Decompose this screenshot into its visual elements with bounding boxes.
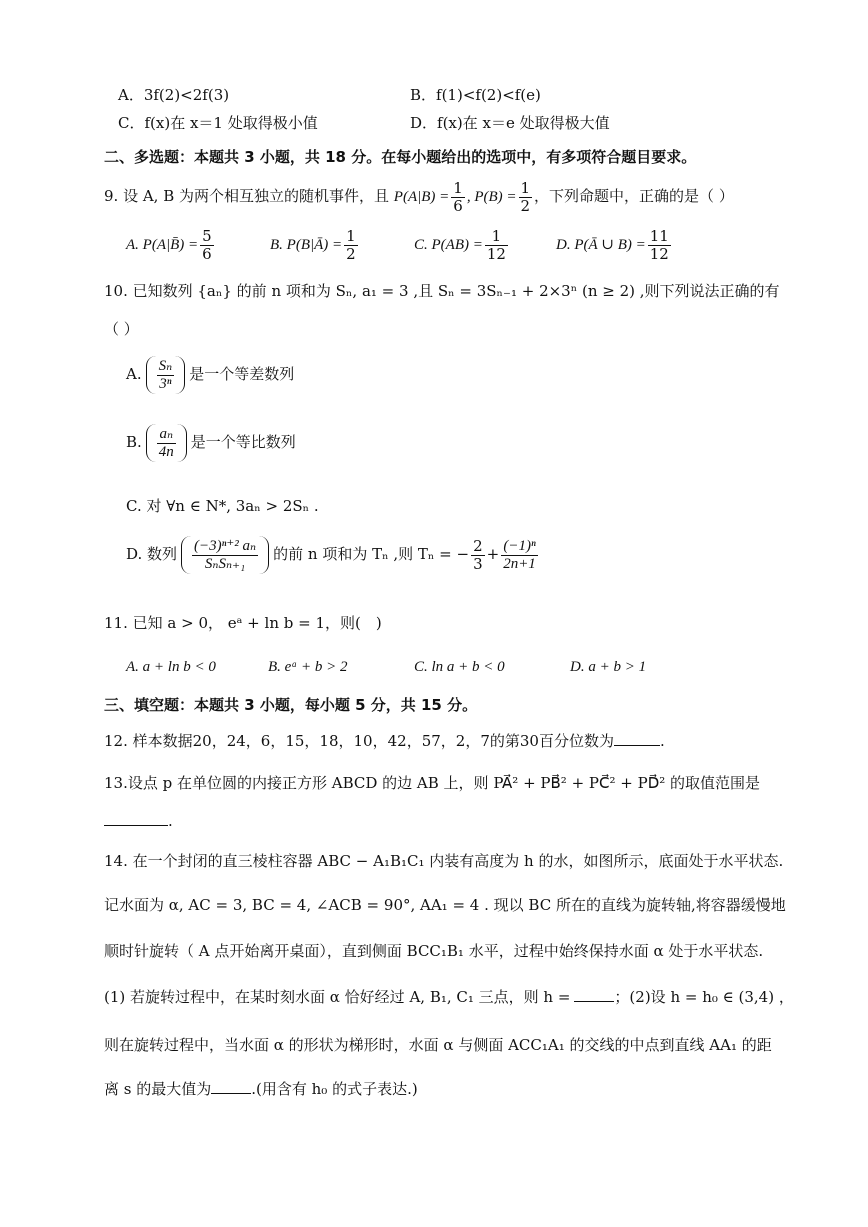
q8-option-a: A．3f(2)<2f(3) (118, 86, 230, 104)
q13-answer-line (104, 812, 173, 831)
q9-option-a-num: 5 (202, 227, 212, 245)
q9-option-c-label: C. P(AB) = (414, 237, 483, 253)
q8-option-c: C．f(x)在 x＝1 处取得极小值 (118, 114, 318, 132)
q10-option-d-frac2 (501, 538, 538, 572)
q10-option-d-frac (192, 538, 258, 572)
q10-option-d-prefix: D. 数列 (126, 545, 178, 563)
q14-line-4 (104, 988, 794, 1007)
q10-paren: （ ） (104, 320, 139, 338)
q10-option-d-frac1-den: 3 (473, 554, 483, 573)
q14-line-5: 则在旋转过程中，当水面 α 的形状为梯形时，水面 α 与侧面 ACC₁A₁ 的交线的中点到直线 AA₁ 的距 (104, 1036, 772, 1054)
q8-option-b: B．f(1)<f(2)<f(e) (410, 86, 541, 104)
q9-option-d-den: 12 (649, 244, 669, 263)
q12-answer-blank[interactable] (614, 745, 660, 746)
q10-option-b-text: 是一个等比数列 (190, 433, 296, 451)
q14-line-4b: ；(2)设 h = h₀ ∈ (3,4) ， (614, 988, 794, 1006)
q9-option-a-den: 6 (202, 244, 212, 263)
q14-line-6b: .(用含有 h₀ 的式子表达.) (251, 1080, 418, 1098)
q10-option-d-mid: 的前 n 项和为 Tₙ ,则 Tₙ = − (273, 545, 470, 563)
q11-option-d: D. a + b > 1 (570, 659, 647, 675)
q11-option-c: C. ln a + b < 0 (414, 659, 505, 675)
q9-cond1-den: 6 (453, 196, 463, 215)
q10-option-d-frac1-num: 2 (473, 537, 483, 555)
q10-option-b-prefix: B. (126, 433, 142, 451)
q9-option-a-label: A. P(A|B̄) = (126, 237, 199, 253)
q14-answer-blank-2[interactable] (211, 1093, 251, 1094)
q9-option-d-num: 11 (649, 227, 669, 245)
q9-stem-suffix: ，下列命题中，正确的是（ ） (534, 187, 734, 205)
q12-stem-text: 12. 样本数据20，24，6，15，18，10，42，57，2，7的第30百分位数为 (104, 732, 614, 750)
q14-line-4a: (1) 若旋转过程中，在某时刻水面 α 恰好经过 A, B₁, C₁ 三点，则 h = (104, 988, 571, 1006)
q9-option-d-label: D. P(Ā ∪ B) = (556, 237, 646, 253)
q8-option-d: D．f(x)在 x＝e 处取得极大值 (410, 114, 610, 132)
q9-option-d-frac (648, 228, 671, 262)
q10-option-a-text: 是一个等差数列 (189, 365, 295, 383)
q10-option-b-frac (157, 426, 176, 460)
q11-stem: 11. 已知 a > 0， eᵃ + ln b = 1，则( ) (104, 614, 382, 632)
q13-stem-end: . (168, 812, 173, 830)
q9-option-c-frac (485, 228, 508, 262)
q10-option-b-num: aₙ (157, 426, 176, 444)
q14-line-6a: 离 s 的最大值为 (104, 1080, 212, 1098)
q10-option-a (126, 356, 294, 394)
q9-option-b-label: B. P(B|Ā) = (270, 237, 343, 253)
q14-line-2: 记水面为 α, AC = 3, BC = 4, ∠ACB = 90°, AA₁ = 4 . 现以 BC 所在的直线为旋转轴,将容器缓慢地 (104, 896, 786, 914)
q9-option-a (126, 228, 216, 262)
q9-cond1-num: 1 (453, 179, 463, 197)
q9-option-b (270, 228, 360, 262)
q14-line-6 (104, 1080, 418, 1099)
q9-option-b-num: 1 (346, 227, 356, 245)
q9-option-d (556, 228, 673, 262)
q10-option-a-frac (157, 358, 175, 392)
q10-option-d-brace (181, 536, 269, 574)
q10-option-a-brace (146, 356, 186, 394)
q9-cond2-den: 2 (520, 196, 531, 215)
q11-option-a: A. a + ln b < 0 (126, 659, 216, 675)
q9-stem (104, 180, 734, 214)
q10-option-a-num: Sₙ (158, 358, 173, 374)
q10-option-d-den: SₙSₙ₊₁ (204, 555, 246, 572)
q9-stem-prefix: 9. 设 A, B 为两个相互独立的随机事件，且 (104, 187, 394, 205)
q10-option-a-den: 3ⁿ (159, 375, 172, 392)
q9-option-c-den: 12 (486, 244, 506, 263)
q14-line-1: 14. 在一个封闭的直三棱柱容器 ABC − A₁B₁C₁ 内装有高度为 h 的水，如图所示，底面处于水平状态. (104, 852, 784, 870)
q10-option-b-brace (146, 424, 187, 462)
q10-option-d-frac2-num: (−1)ⁿ (501, 538, 538, 556)
q14-line-3: 顺时针旋转（ A 点开始离开桌面），直到侧面 BCC₁B₁ 水平，过程中始终保持水面 α 处于水平状态. (104, 942, 764, 960)
q10-option-d-frac2-den: 2n+1 (503, 555, 536, 572)
q10-option-b-den: 4n (158, 443, 174, 460)
q10-option-d-frac1 (471, 538, 485, 572)
q11-option-b: B. eᵃ + b > 2 (268, 659, 348, 675)
q10-stem: 10. 已知数列 {aₙ} 的前 n 项和为 Sₙ, a₁ = 3 ,且 Sₙ = 3Sₙ₋₁ + 2×3ⁿ (n ≥ 2) ,则下列说法正确的有 (104, 282, 780, 300)
q9-cond2-num: 1 (520, 179, 531, 197)
q10-option-c: C. 对 ∀n ∈ N*, 3aₙ > 2Sₙ . (126, 497, 319, 515)
q9-option-b-den: 2 (346, 244, 356, 263)
q9-option-a-frac (200, 228, 214, 262)
q9-cond2-frac (519, 180, 533, 214)
q10-option-a-prefix: A. (126, 365, 142, 383)
q9-cond1: P(A|B) = (393, 189, 450, 205)
q9-option-c-num: 1 (485, 228, 508, 246)
q9-option-b-frac (344, 228, 358, 262)
q10-option-d-num: (−3)ⁿ⁺² aₙ (194, 538, 257, 554)
q13-answer-blank[interactable] (104, 825, 168, 826)
q10-option-b (126, 424, 296, 462)
q9-cond1-frac (451, 180, 465, 214)
q13-stem: 13.设点 p 在单位圆的内接正方形 ABCD 的边 AB 上，则 PA⃗² + PB⃗² + PC⃗² + PD⃗² 的取值范围是 (104, 774, 761, 792)
q12-stem (104, 732, 665, 751)
q12-stem-end: . (659, 732, 665, 750)
section-3-heading: 三、填空题：本题共 3 小题，每小题 5 分，共 15 分。 (104, 696, 478, 714)
section-2-heading: 二、多选题：本题共 3 小题，共 18 分。在每小题给出的选项中，有多项符合题目要求。 (104, 148, 697, 166)
q9-cond2: , P(B) = (466, 189, 517, 205)
q14-answer-blank-1[interactable] (574, 1001, 614, 1002)
q10-option-d (126, 536, 540, 574)
q9-option-c (414, 228, 510, 262)
q10-option-d-plus: + (486, 545, 500, 563)
